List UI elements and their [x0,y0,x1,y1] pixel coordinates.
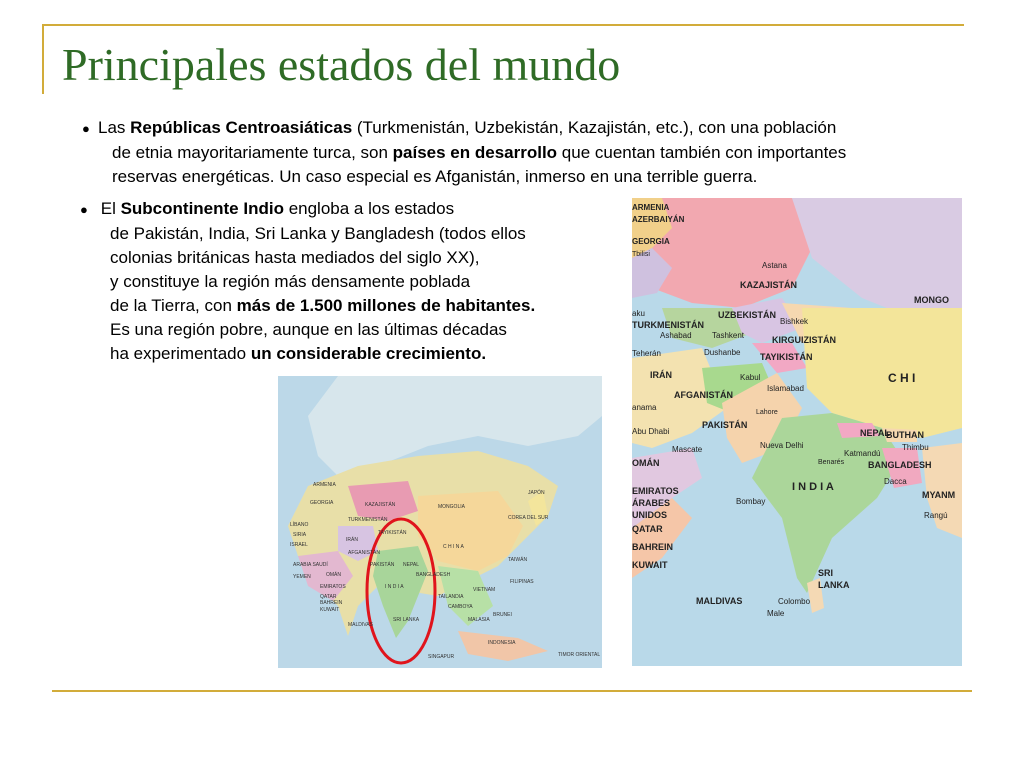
text: de la Tierra, con [110,296,237,315]
bullet-line [82,116,982,141]
map-label: C H I [888,371,916,385]
map-label: Dacca [884,477,907,486]
map-label: NEPAL [860,428,890,438]
bottom-rule [52,690,972,692]
map-label: KUWAIT [632,560,668,570]
map-label: I N D I A [792,481,834,493]
bullet-line: de Pakistán, India, Sri Lanka y Bangladesh (todos ellos [110,224,526,243]
map-label: Benarés [818,459,845,466]
map-label: IRÁN [650,370,672,380]
map-label: Bishkek [780,317,809,326]
map-label: Kabul [740,373,761,382]
bullet-line [80,294,640,318]
text: que cuentan también con importantes [557,143,847,162]
map-label: GEORGIA [310,500,334,506]
map-label: TAYIKISTÁN [378,530,407,536]
map-label: PAKISTÁN [370,562,395,568]
bold-text: Repúblicas Centroasiáticas [130,118,353,137]
bullet-line [82,141,982,165]
map-label: ARMENIA [313,482,336,488]
map-label: BRUNEI [493,612,512,618]
map-label: VIETNAM [473,587,496,593]
bullet-line: Es una región pobre, aunque en las últimas décadas [110,320,507,339]
map-label: SIRIA [293,532,307,538]
map-label: YEMEN [293,574,311,580]
bold-text: un considerable crecimiento. [250,344,487,363]
map-label: I N D I A [385,584,404,590]
india-map-image [632,198,962,666]
map-label: IRÁN [346,537,358,543]
map-label: UNIDOS [632,510,668,520]
map-label: TIMOR ORIENTAL [558,652,601,658]
map-label: EMIRATOS [632,486,679,496]
map-label: Dushanbe [704,348,741,357]
bullet-line [80,197,640,222]
bold-text: Subcontinente Indio [120,199,284,218]
map-label: PAKISTÁN [702,420,748,430]
top-rule [42,24,964,26]
bullet-icon: ● [82,121,90,136]
map-label: CAMBOYA [448,604,473,610]
text: de etnia mayoritariamente turca, son [112,143,393,162]
map-label: Colombo [778,597,811,606]
text: engloba a los estados [283,199,455,218]
bullet-indian-subcontinent [80,197,640,366]
map-label: LÍBANO [290,522,309,528]
map-label: TAILANDIA [438,594,464,600]
map-label: JAPÓN [528,490,545,496]
map-label: BAHREIN [320,600,343,606]
map-label: KIRGUIZISTÁN [772,335,836,345]
map-label: SRI LANKA [393,617,420,623]
map-label: KAZAJISTÁN [365,502,396,508]
map-label: ÁRABES [632,498,671,508]
map-label: NEPAL [403,562,420,568]
map-label: TURKMENISTÁN [348,517,388,523]
map-label: ISRAEL [290,542,308,548]
map-label: INDONESIA [488,640,516,646]
map-label: MYANM [922,490,956,500]
map-label: EMIRATOS [320,584,346,590]
map-label: Bombay [736,497,766,506]
map-label: QATAR [320,594,337,600]
asia-map-svg [278,376,602,668]
bold-text: países en desarrollo [392,143,558,162]
map-label: FILIPINAS [510,579,534,585]
map-label: BAHREIN [632,542,674,552]
bullet-icon: ● [80,202,88,217]
slide-title: Principales estados del mundo [62,39,621,90]
map-label: KAZAJISTÁN [740,280,798,290]
map-label: Tashkent [712,331,745,340]
map-label: OMÁN [326,572,341,578]
map-label: AFGANISTÁN [348,550,380,556]
map-label: BUTHAN [886,430,924,440]
map-label: C H I N A [443,544,464,550]
text: (Turkmenistán, Uzbekistán, Kazajistán, etc.), con una población [352,118,837,137]
map-label: GEORGIA [632,237,670,246]
asia-map-image [278,376,602,668]
india-map-svg [632,198,962,666]
map-label: AZERBAIYÁN [632,215,685,224]
map-label: Thimbu [902,443,929,452]
bullet-line: y constituye la región más densamente poblada [110,272,471,291]
map-label: MALASIA [468,617,490,623]
text: Las [98,118,131,137]
text: El [100,199,121,218]
bullet-line: colonias británicas hasta mediados del siglo XX), [110,248,480,267]
map-label: Tbilisi [632,251,650,258]
map-label: MALDIVAS [348,622,373,628]
map-label: Lahore [756,409,778,416]
bullet-line [80,342,640,366]
map-label: SRI [818,568,834,578]
bold-text: más de 1.500 millones de habitantes. [236,296,536,315]
map-label: aku [632,309,645,318]
map-label: ARMENIA [632,203,670,212]
map-label: ARABIA SAUDÍ [293,562,328,568]
map-label: Mascate [672,445,703,454]
left-rule [42,24,44,94]
map-label: TURKMENISTÁN [632,320,704,330]
map-label: Teherán [632,349,661,358]
map-label: Abu Dhabi [632,427,670,436]
map-label: Nueva Delhi [760,441,804,450]
map-label: COREA DEL SUR [508,515,549,521]
map-label: OMÁN [632,458,660,468]
map-label: BANGLADESH [868,460,932,470]
map-label: Katmandú [844,449,881,458]
map-label: AFGANISTÁN [674,390,733,400]
text: ha experimentado [110,344,251,363]
map-label: TAIWÁN [508,557,528,563]
map-label: TAYIKISTÁN [760,352,813,362]
map-label: anama [632,403,657,412]
bullet-central-asia [82,116,982,189]
bullet-line: reservas energéticas. Un caso especial es Afganistán, inmerso en una terrible guerra. [112,167,758,186]
map-label: MALDIVAS [696,596,743,606]
map-label: LANKA [818,580,850,590]
map-label: Male [767,609,785,618]
map-label: Islamabad [767,384,804,393]
map-label: SINGAPUR [428,654,455,660]
map-label: MONGO [914,295,949,305]
map-label: Ashabad [660,331,692,340]
map-label: QATAR [632,524,663,534]
map-label: Rangú [924,511,948,520]
map-label: UZBEKISTÁN [718,310,776,320]
map-label: Astana [762,261,787,270]
map-label: MONGOLIA [438,504,465,510]
map-label: KUWAIT [320,607,340,613]
map-label: BANGLADESH [416,572,451,578]
